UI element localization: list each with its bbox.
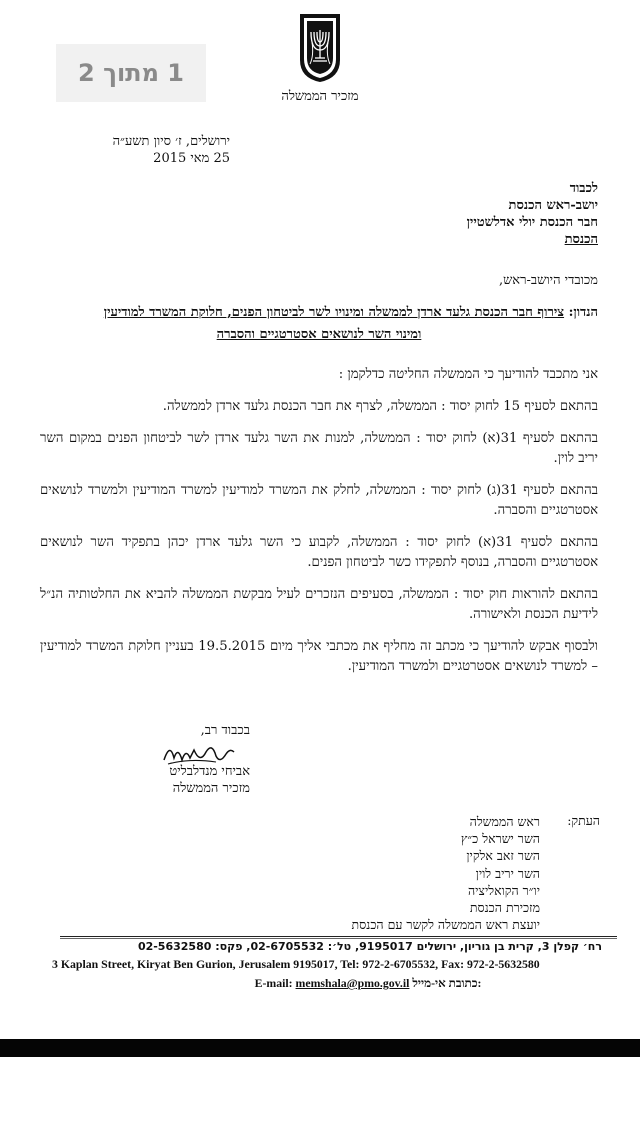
cc-recipient: השר זאב אלקין: [466, 848, 540, 864]
subject-text-1: צירוף חבר הכנסת גלעד ארדן לממשלה ומינויו לשר לביטחון הפנים, חלוקת המשרד למודיעין: [103, 305, 565, 320]
body-paragraph: ולבסוף אבקש להודיעך כי מכתב זה מחליף את מכתבי אליך מיום 19.5.2015 בעניין חלוקת המשרד למודיעין – למשרד לנושאים אסטרטגיים ולמשרד המודיעין.: [40, 639, 598, 674]
addressee-to: לכבוד: [569, 181, 598, 196]
cc-recipient: מזכירת הכנסת: [469, 900, 540, 916]
subject-label: הנדון:: [568, 305, 598, 320]
addressee-line-1: יושב-ראש הכנסת: [508, 198, 598, 213]
cc-list: [280, 813, 540, 933]
greeting: מכובדי היושב-ראש,: [498, 273, 598, 288]
signature-name: אביחי מנדלבליט: [169, 764, 250, 779]
date-gregorian: 25 מאי 2015: [153, 151, 230, 166]
cc-recipient: יועצת ראש הממשלה לקשר עם הכנסת: [351, 917, 540, 933]
page-number-stamp: 1 מתוך 2: [56, 44, 206, 102]
letter-body: [40, 365, 598, 689]
cc-recipient: השר ישראל כ״ץ: [460, 831, 540, 847]
footer-hebrew-address: רח׳ קפלן 3, קרית בן גוריון, ירושלים 9195017, טל׳: 02-6705532, פקס: 02-5632580: [137, 940, 602, 953]
addressee-line-3: הכנסת: [564, 232, 598, 247]
subject-text-2: ומינוי השר לנושאים אסטרטגיים והסברה: [216, 327, 422, 342]
scan-edge-bar: [0, 1039, 640, 1057]
signature-title: מזכיר הממשלה: [172, 781, 250, 796]
footer-english-address: 3 Kaplan Street, Kiryat Ben Gurion, Jerusalem 9195017, Tel: 972-2-6705532, Fax: 972-2-5632580: [52, 957, 540, 971]
cc-recipient: השר יריב לוין: [475, 865, 540, 881]
body-paragraph: בהתאם לסעיף 31(א) לחוק יסוד : הממשלה, לקבוע כי השר גלעד ארדן יכהן בתפקיד השר לנושאים אסטרטגיים והסברה, בנוסף לתפקידו כשר לביטחון הפנים.: [40, 535, 598, 570]
footer-email-line: [188, 976, 548, 991]
date-hebrew: ירושלים, ז׳ סיון תשע״ה: [112, 134, 230, 149]
body-paragraph: אני מתכבד להודיעך כי הממשלה החליטה כדלקמן :: [338, 367, 598, 382]
signature-closing: בכבוד רב,: [200, 723, 250, 738]
menorah-emblem-icon: [298, 12, 342, 84]
cc-label: העתק:: [567, 813, 600, 828]
email-label-hebrew: כתובת אי-מייל:: [412, 976, 482, 990]
footer-divider: [60, 936, 617, 937]
subject-block: [40, 302, 598, 346]
email-label: E-mail:: [254, 976, 293, 990]
footer-divider: [60, 938, 617, 939]
body-paragraph: בהתאם לסעיף 15 לחוק יסוד : הממשלה, לצרף את חבר הכנסת גלעד ארדן לממשלה.: [162, 399, 598, 414]
cc-recipient: יו״ר הקואליציה: [467, 882, 540, 898]
office-title: מזכיר הממשלה: [281, 89, 359, 104]
body-paragraph: בהתאם לסעיף 31(ג) לחוק יסוד : הממשלה, לחלק את המשרד למודיעין למשרד המודיעין ולמשרד לנושאים אסטרטגיים והסברה.: [40, 483, 599, 518]
handwritten-signature: [160, 738, 238, 768]
body-paragraph: בהתאם לסעיף 31(א) לחוק יסוד : הממשלה, למנות את השר גלעד ארדן לשר לביטחון הפנים במקום השר יריב לוין.: [40, 431, 599, 466]
cc-recipient: ראש הממשלה: [469, 814, 540, 829]
addressee-block: [298, 180, 598, 248]
addressee-line-2: חבר הכנסת יולי אדלשטיין: [466, 215, 598, 230]
date-block: [40, 133, 230, 167]
email-link[interactable]: memshala@pmo.gov.il: [295, 976, 410, 990]
body-paragraph: בהתאם להוראות חוק יסוד : הממשלה, בסעיפים הנזכרים לעיל מבקשת הממשלה להביא את החלטותיה הנ״ל לידיעת הכנסת ולאישורה.: [40, 587, 598, 622]
